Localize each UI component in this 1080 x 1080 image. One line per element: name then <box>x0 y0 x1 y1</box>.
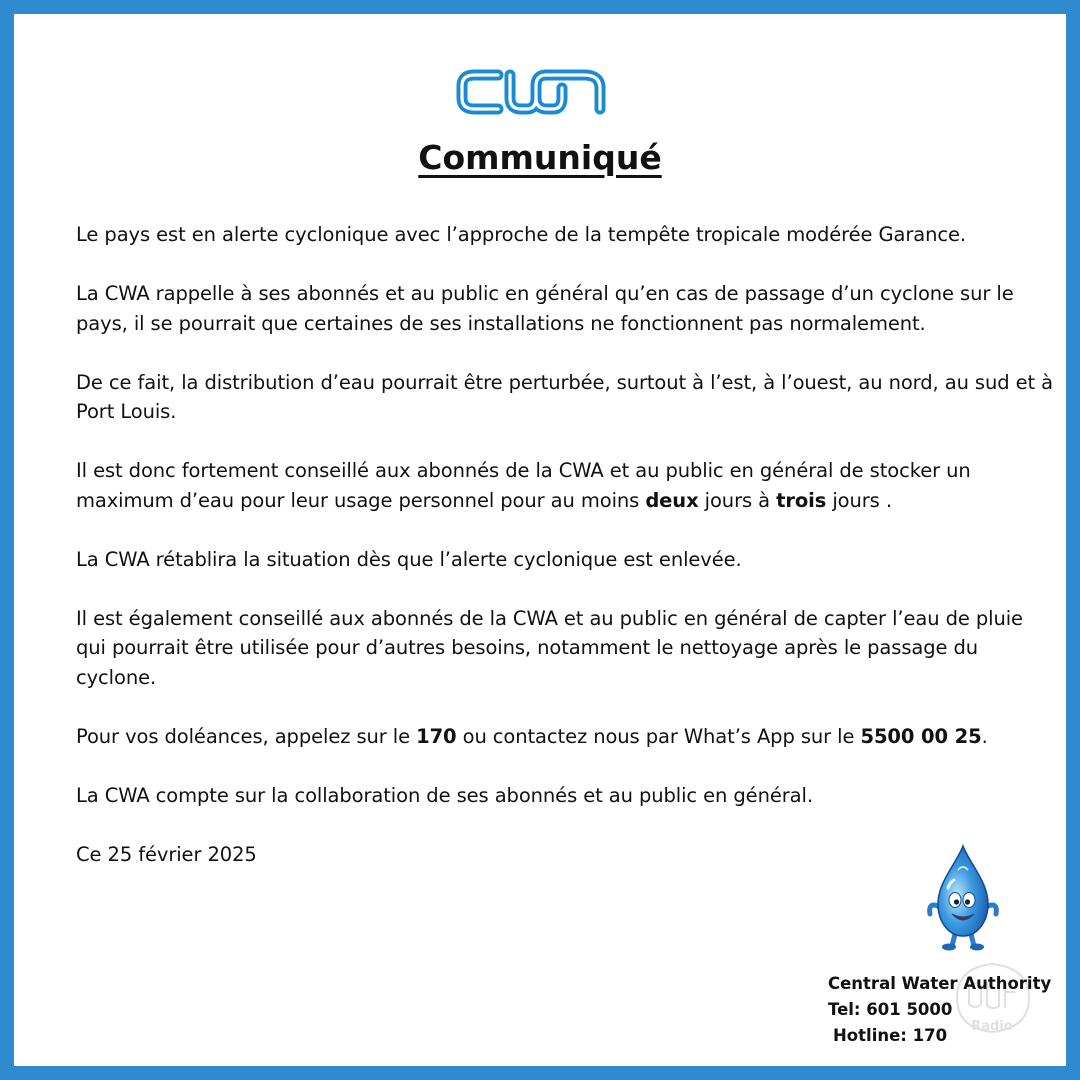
signature-tel: Tel: 601 5000 <box>828 1000 953 1019</box>
communique-date: Ce 25 février 2025 <box>76 842 257 866</box>
paragraph-reminder: La CWA rappelle à ses abonnés et au public en général qu’en cas de passage d’un cyclone sur le pays, il se pourrait que certaines de ses installations ne fonctionnent pas normalement. <box>76 282 1014 335</box>
watermark-label: Radio <box>971 1019 1013 1034</box>
communique-body <box>76 220 1056 899</box>
signature-org: Central Water Authority <box>828 974 1052 993</box>
paragraph-collaboration: La CWA compte sur la collaboration de ses abonnés et au public en général. <box>76 783 813 807</box>
paragraph-contact: Pour vos doléances, appelez sur le 170 ou contactez nous par What’s App sur le 5500 00 25. <box>76 724 988 748</box>
signature-hotline: Hotline: 170 <box>833 1026 948 1045</box>
cwa-logo-icon <box>454 66 610 118</box>
water-drop-mascot-icon <box>922 842 1004 954</box>
paragraph-rainwater: Il est également conseillé aux abonnés de la CWA et au public en général de capter l’eau de pluie qui pourrait être utilisée pour d’autres besoins, notamment le nettoyage après le passage du cyclone. <box>76 606 1023 689</box>
paragraph-restoration: La CWA rétablira la situation dès que l’alerte cyclonique est enlevée. <box>76 547 742 571</box>
paragraph-storage-advice: Il est donc fortement conseillé aux abonnés de la CWA et au public en général de stocker un maximum d’eau pour leur usage personnel pour au moins deux jours à trois jours . <box>76 459 971 512</box>
signature-block <box>828 971 1051 1049</box>
paragraph-alert: Le pays est en alerte cyclonique avec l’approche de la tempête tropicale modérée Garance. <box>76 223 967 246</box>
paragraph-distribution: De ce fait, la distribution d’eau pourrait être perturbée, surtout à l’est, à l’ouest, au nord, au sud et à Port Louis. <box>76 370 1054 423</box>
page-title: Communiqué <box>418 138 662 177</box>
